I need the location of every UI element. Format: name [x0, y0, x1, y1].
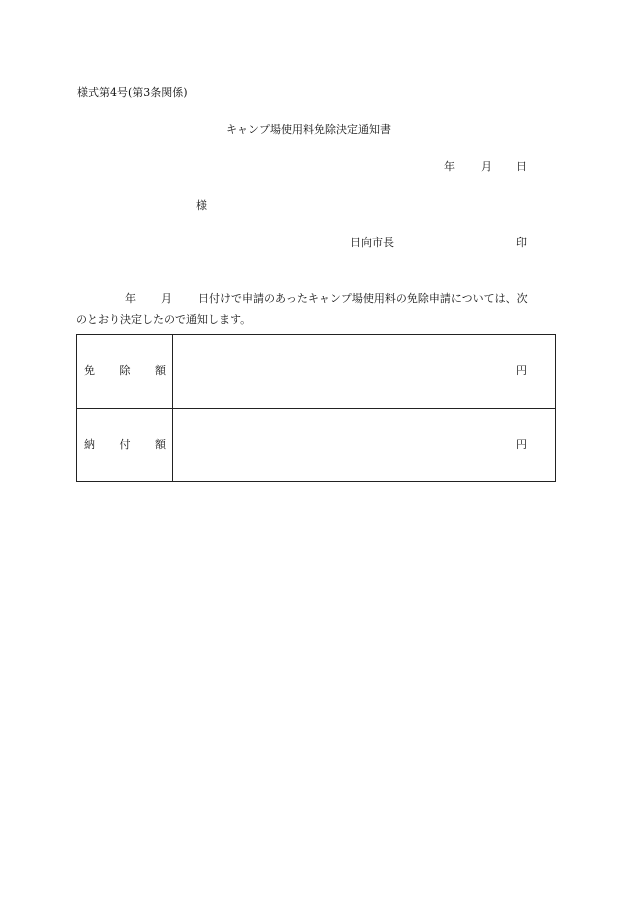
table-row-payment [77, 409, 555, 482]
body-text-line1: 日付けで申請のあったキャンプ場使用料の免除申請については、次 [198, 292, 528, 305]
body-month-label: 月 [161, 292, 172, 305]
addressee-honorific: 様 [196, 199, 207, 212]
table-row-exemption [77, 335, 555, 409]
body-year-label: 年 [125, 292, 136, 305]
issuer-seal: 印 [516, 236, 527, 249]
exemption-yen-unit: 円 [516, 364, 527, 377]
label-char: 免 [84, 364, 95, 377]
issuer-title: 日向市長 [350, 236, 394, 249]
form-number: 様式第4号(第3条関係) [77, 86, 188, 99]
payment-yen-unit: 円 [516, 438, 527, 451]
payment-amount-label [84, 438, 166, 452]
document-title: キャンプ場使用料免除決定通知書 [226, 123, 391, 136]
label-char: 納 [84, 438, 95, 451]
label-char: 額 [155, 438, 166, 451]
date-year-label: 年 [444, 160, 455, 173]
amount-table [76, 334, 556, 482]
date-month-label: 月 [481, 160, 492, 173]
exemption-amount-label [84, 364, 166, 378]
date-day-label: 日 [516, 160, 527, 173]
body-text-line2: のとおり決定したので通知します。 [76, 313, 252, 326]
label-char: 額 [155, 364, 166, 377]
label-char: 除 [119, 364, 131, 377]
label-char: 付 [119, 438, 131, 451]
